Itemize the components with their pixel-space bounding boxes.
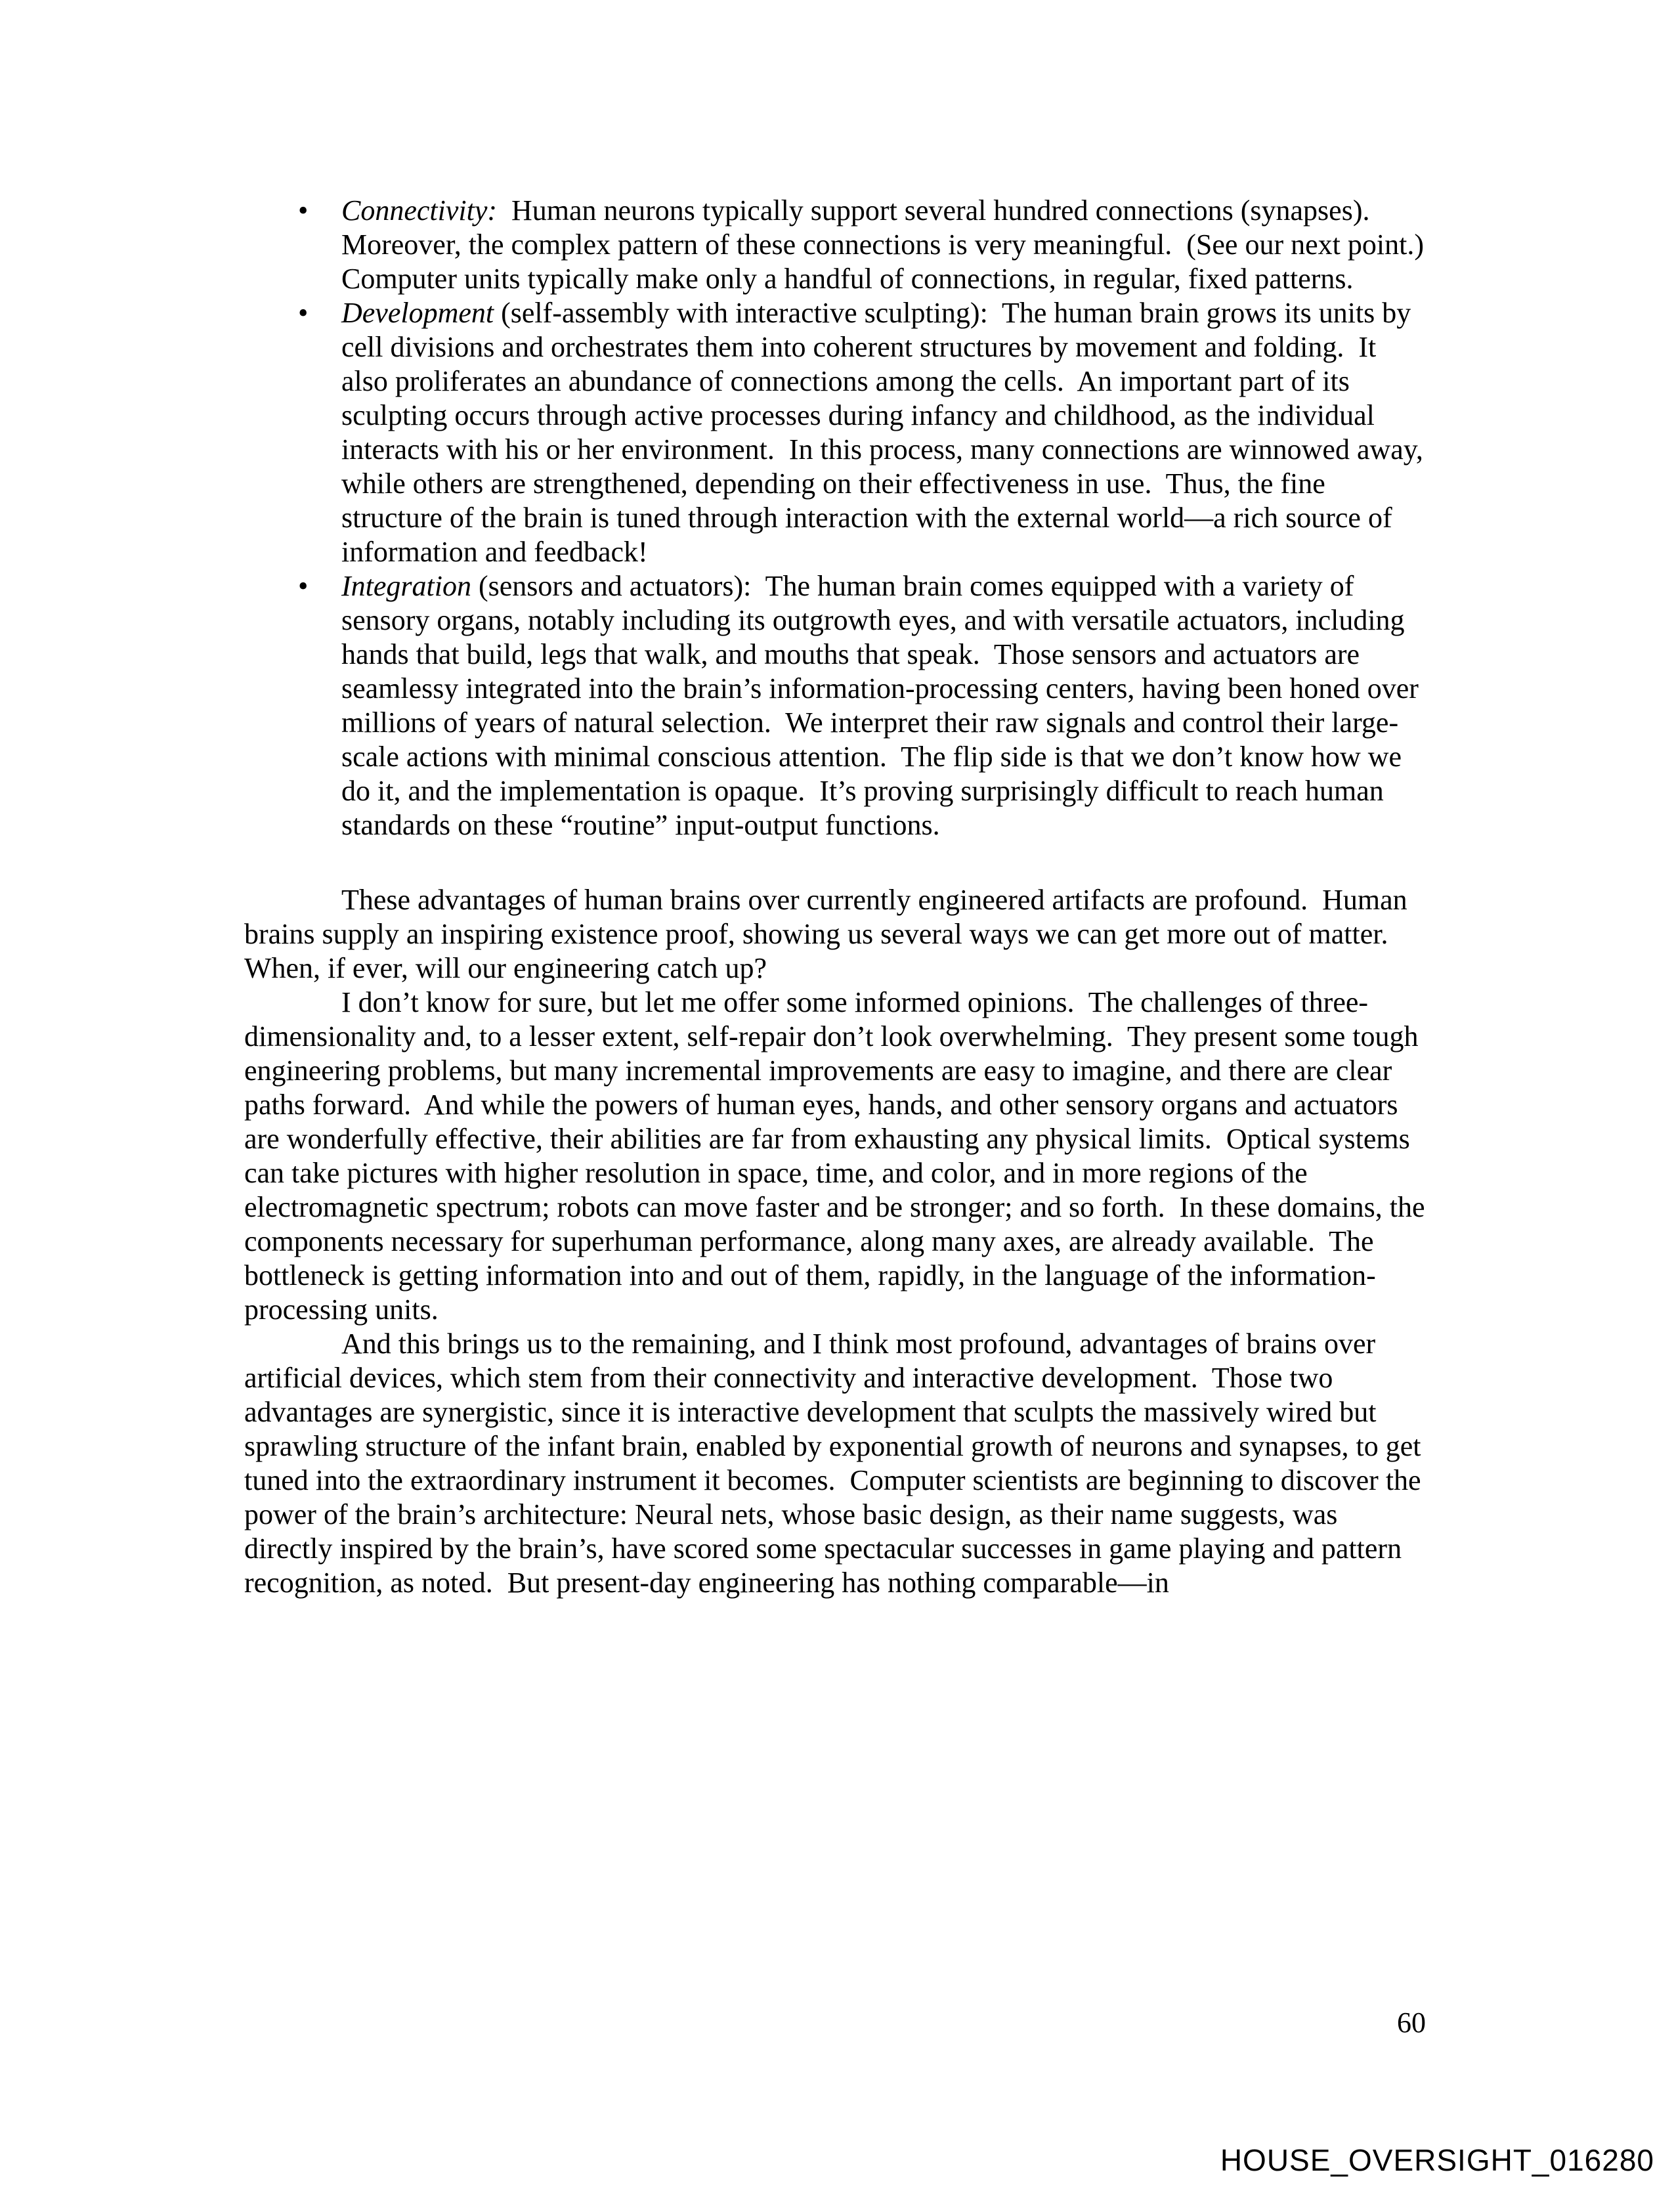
page-number: 60 xyxy=(1397,2006,1426,2039)
bates-stamp: HOUSE_OVERSIGHT_016280 xyxy=(1220,2143,1654,2177)
paragraph-opinions: I don’t know for sure, but let me offer some informed opinions. The challenges of three-dimensionality and, to a lesser extent, self-repair don’t look overwhelming. They present some tough engineering problems, but many incremental improvements are easy to imagine, and there are clear paths forward. And while the powers of human eyes, hands, and other sensory organs and actuators are wonderfully effective, their abilities are far from exhausting any physical limits. Optical systems can take pictures with higher resolution in space, time, and color, and in more regions of the electromagnetic spectrum; robots can move faster and be stronger; and so forth. In these domains, the components necessary for superhuman performance, along many axes, are already available. The bottleneck is getting information into and out of them, rapidly, in the language of the information-processing units. xyxy=(244,986,1432,1326)
bullet-item-integration xyxy=(341,569,1426,842)
bullet-item-development xyxy=(341,296,1430,569)
bullet-lead-integration: Integration xyxy=(341,570,471,602)
bullet-text-development: (self-assembly with interactive sculpting): The human brain grows its units by cell divisions and orchestrates them into coherent structures by movement and folding. It also proliferates an abundance of connections among the cells. An important part of its sculpting occurs through active processes during infancy and childhood, as the individual interacts with his or her environment. In this process, many connections are winnowed away, while others are strengthened, depending on their effectiveness in use. Thus, the fine structure of the brain is tuned through interaction with the external world—a rich source of information and feedback! xyxy=(341,297,1430,568)
bullet-text-connectivity: Human neurons typically support several hundred connections (synapses). Moreover, the complex pattern of these connections is very meaningful. (See our next point.) Computer units typically make only a handful of connections, in regular, fixed patterns. xyxy=(341,194,1438,295)
document-body xyxy=(244,194,1438,1600)
bullet-lead-connectivity: Connectivity: xyxy=(341,194,498,227)
paragraph-remaining-advantages: And this brings us to the remaining, and I think most profound, advantages of brains over artificial devices, which stem from their connectivity and interactive development. Those two advantages are synergistic, since it is interactive development that sculpts the massively wired but sprawling structure of the infant brain, enabled by exponential growth of neurons and synapses, to get tuned into the extraordinary instrument it becomes. Computer scientists are beginning to discover the power of the brain’s architecture: Neural nets, whose basic design, as their name suggests, was directly inspired by the brain’s, have scored some spectacular successes in game playing and pattern recognition, as noted. But present-day engineering has nothing comparable—in xyxy=(244,1328,1428,1599)
bullet-item-connectivity xyxy=(341,194,1438,296)
bullet-text-integration: (sensors and actuators): The human brain comes equipped with a variety of sensory organs, notably including its outgrowth eyes, and with versatile actuators, including hands that build, legs that walk, and mouths that speak. Those sensors and actuators are seamlessy integrated into the brain’s information-processing centers, having been honed over millions of years of natural selection. We interpret their raw signals and control their large-scale actions with minimal conscious attention. The flip side is that we don’t know how we do it, and the implementation is opaque. It’s proving surprisingly difficult to reach human standards on these “routine” input-output functions. xyxy=(341,570,1426,841)
bullet-list xyxy=(244,194,1438,842)
bullet-lead-development: Development xyxy=(341,297,494,329)
paragraph-advantages: These advantages of human brains over currently engineered artifacts are profound. Human brains supply an inspiring existence proof, showing us several ways we can get more out of matter. When, if ever, will our engineering catch up? xyxy=(244,884,1415,984)
